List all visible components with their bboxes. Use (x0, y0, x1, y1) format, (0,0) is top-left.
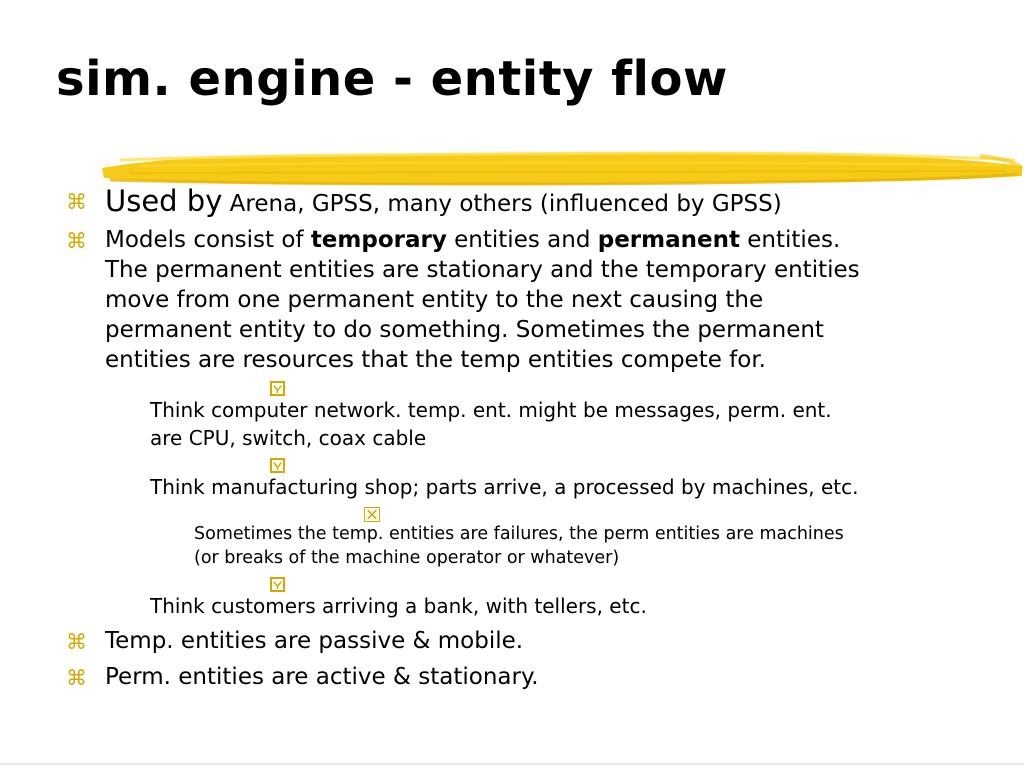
sub-sub-bullet-item (0, 507, 1000, 570)
bullet-text: Perm. entities are active & stationary. (105, 664, 539, 690)
checkbox-x-icon (364, 507, 380, 522)
bullet-text-line: entities are resources that the temp entities compete for. (105, 347, 766, 373)
sub-bullet-item (0, 458, 1000, 501)
bullet-item (0, 662, 1000, 692)
bullet-text-line: move from one permanent entity to the next causing the (105, 287, 764, 313)
sub-sub-bullet-text-line: Sometimes the temp. entities are failures, the perm entities are machines (194, 524, 844, 544)
command-key-icon: ⌘ (66, 666, 87, 690)
bullet-item (0, 626, 1000, 656)
checkbox-check-icon (270, 381, 285, 396)
bullet-text: Temp. entities are passive & mobile. (105, 628, 524, 654)
checkbox-check-icon (270, 577, 285, 592)
slide-title: sim. engine - entity flow (56, 51, 728, 107)
bullet-text: Arena, GPSS, many others (influenced by GPSS) (222, 191, 782, 217)
sub-bullet-text-line: Think manufacturing shop; parts arrive, a processed by machines, etc. (150, 475, 859, 499)
sub-bullet-item (0, 577, 1000, 620)
term-temporary: temporary (310, 227, 447, 253)
command-key-icon: ⌘ (66, 630, 87, 654)
sub-bullet-text-line: are CPU, switch, coax cable (150, 426, 427, 450)
bullet-lead-text: Used by (105, 184, 223, 218)
bullet-text-part: entities. (739, 227, 841, 253)
checkbox-check-icon (270, 458, 285, 473)
sub-bullet-text-line: Think customers arriving a bank, with tellers, etc. (150, 594, 647, 618)
bullet-text-part: entities and (446, 227, 598, 253)
sub-sub-bullet-text-line: (or breaks of the machine operator or whatever) (194, 548, 620, 568)
command-key-icon: ⌘ (66, 190, 87, 214)
bullet-item (0, 225, 1000, 375)
term-permanent: permanent (597, 227, 740, 253)
bullet-text-line (105, 225, 1000, 255)
sub-bullet-text-line: Think computer network. temp. ent. might be messages, perm. ent. (150, 398, 832, 422)
bullet-text-line: permanent entity to do something. Sometimes the permanent (105, 317, 824, 343)
bullet-item (0, 186, 1000, 219)
sub-bullet-item (0, 381, 1000, 452)
bullet-list (0, 186, 1000, 698)
bullet-text-line: The permanent entities are stationary and the temporary entities (105, 257, 860, 283)
command-key-icon: ⌘ (66, 229, 87, 253)
bullet-text-part: Models consist of (105, 227, 311, 253)
bottom-divider (0, 763, 1024, 765)
